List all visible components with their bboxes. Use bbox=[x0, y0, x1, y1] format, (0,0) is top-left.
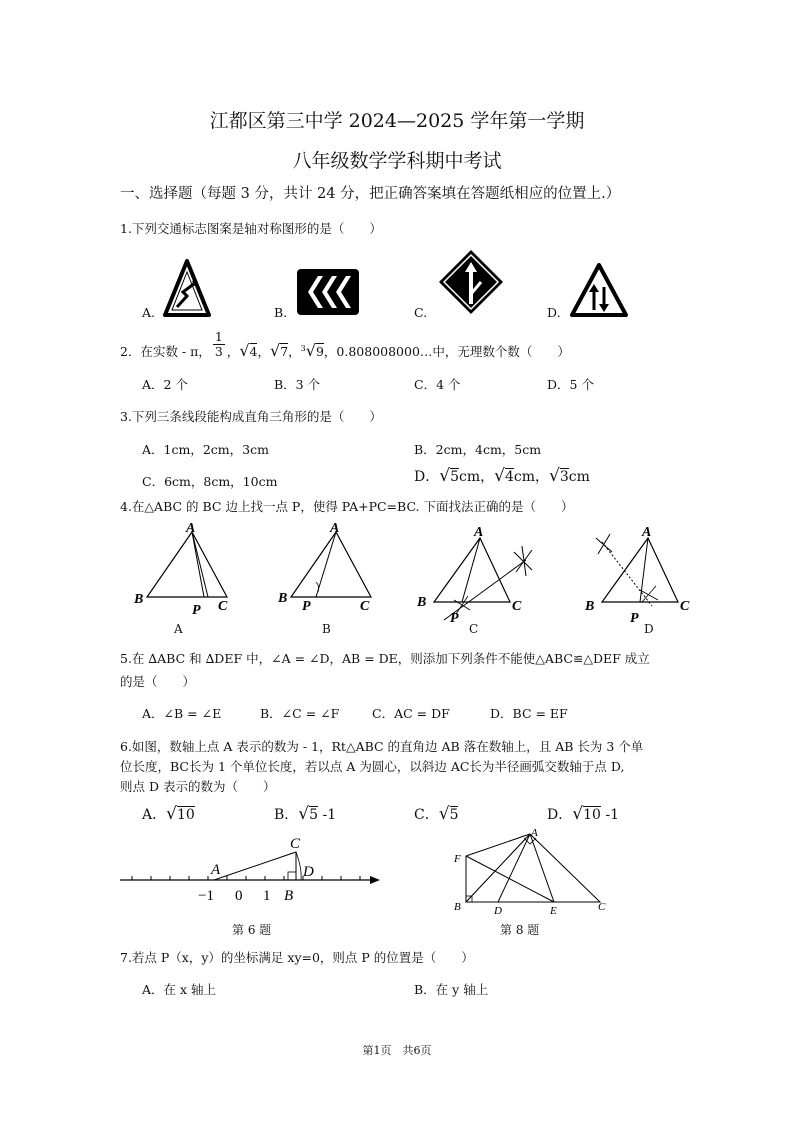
q1-option-c[interactable]: C. bbox=[414, 305, 428, 320]
q1-option-d[interactable]: D. bbox=[547, 305, 561, 320]
svg-text:E: E bbox=[550, 905, 557, 917]
vertex-p-label: P bbox=[192, 603, 201, 618]
q6-option-c[interactable]: C．√5 bbox=[414, 804, 459, 824]
q2-option-a[interactable]: A．2 个 bbox=[142, 377, 188, 392]
q7-option-b[interactable]: B．在 y 轴上 bbox=[414, 982, 489, 997]
svg-text:P: P bbox=[630, 611, 639, 624]
road-sign-c-merge-icon bbox=[437, 248, 505, 316]
svg-text:B: B bbox=[585, 599, 595, 614]
question-5-stem-line1: 5.在 ∆ABC 和 ∆DEF 中，∠A = ∠D，AB = DE，则添加下列条件不能使△ABC≌△DEF 成立 bbox=[120, 651, 650, 666]
q1-option-b[interactable]: B. bbox=[274, 305, 288, 320]
svg-text:D: D bbox=[494, 905, 502, 917]
question-6-line1: 6.如图，数轴上点 A 表示的数为 - 1，Rt△ABC 的直角边 AB 落在数轴上，且 AB 长为 3 个单 bbox=[120, 739, 644, 754]
q2-option-c[interactable]: C．4 个 bbox=[414, 377, 461, 392]
svg-text:B: B bbox=[284, 888, 294, 904]
q5-option-a[interactable]: A．∠B = ∠E bbox=[142, 706, 222, 721]
q6-option-a[interactable]: A．√10 bbox=[142, 804, 195, 824]
road-sign-d-two-way-icon bbox=[569, 262, 629, 318]
q7-option-a[interactable]: A．在 x 轴上 bbox=[142, 982, 217, 997]
q4-option-a[interactable]: A bbox=[174, 622, 183, 636]
q2-option-d[interactable]: D．5 个 bbox=[547, 377, 594, 392]
svg-text:A: A bbox=[531, 827, 538, 839]
vertex-c-label: C bbox=[218, 599, 228, 614]
vertex-a-label: A bbox=[186, 522, 196, 536]
svg-text:−1: −1 bbox=[198, 888, 214, 904]
figure-6-caption: 第 6 题 bbox=[232, 923, 272, 937]
q5-option-d[interactable]: D．BC = EF bbox=[490, 706, 568, 721]
exam-title: 江都区第三中学 2024—2025 学年第一学期 bbox=[209, 110, 585, 132]
q2-option-b[interactable]: B．3 个 bbox=[274, 377, 321, 392]
svg-text:C: C bbox=[598, 901, 606, 913]
exam-subtitle: 八年级数学学科期中考试 bbox=[292, 150, 502, 172]
question-6-line3: 则点 D 表示的数为（ ） bbox=[120, 779, 276, 794]
q4-option-c[interactable]: C bbox=[469, 622, 479, 636]
question-6-line2: 位长度，BC长为 1 个单位长度，若以点 A 为圆心，以斜边 AC长为半径画弧交数轴于点 D, bbox=[120, 759, 625, 774]
q3-option-d[interactable]: D．√5cm，√4cm，√3cm bbox=[414, 466, 590, 486]
road-sign-b-chevrons-icon bbox=[296, 268, 360, 316]
q6-option-b[interactable]: B．√5 -1 bbox=[274, 804, 337, 824]
q4-figure-b bbox=[276, 522, 388, 618]
page-footer: 第1页 共6页 bbox=[362, 1044, 432, 1057]
q4-figure-a bbox=[132, 522, 244, 618]
fraction-one-third: $\frac{1}{3}$ bbox=[214, 329, 223, 359]
vertex-b-label: B bbox=[134, 592, 144, 607]
figure-8-caption: 第 8 题 bbox=[500, 923, 540, 937]
svg-text:B: B bbox=[454, 901, 461, 913]
q3-option-a[interactable]: A．1cm，2cm，3cm bbox=[142, 442, 269, 457]
question-7-stem: 7.若点 P（x，y）的坐标满足 xy=0，则点 P 的位置是（ ） bbox=[120, 950, 474, 965]
svg-text:B: B bbox=[278, 591, 288, 606]
svg-text:C: C bbox=[360, 599, 370, 614]
q6-option-d[interactable]: D．√10 -1 bbox=[547, 804, 619, 824]
q4-option-d[interactable]: D bbox=[644, 622, 654, 636]
q3-option-b[interactable]: B．2cm，4cm，5cm bbox=[414, 442, 542, 457]
svg-text:C: C bbox=[290, 836, 301, 852]
q5-option-b[interactable]: B．∠C = ∠F bbox=[260, 706, 340, 721]
q4-option-b[interactable]: B bbox=[322, 622, 331, 636]
svg-text:P: P bbox=[450, 611, 459, 624]
svg-text:A: A bbox=[642, 525, 652, 540]
q4-figure-d bbox=[582, 520, 702, 624]
svg-text:C: C bbox=[512, 599, 522, 614]
svg-text:F: F bbox=[454, 853, 461, 865]
road-sign-a-zigzag-icon bbox=[162, 258, 212, 318]
question-5-stem-line2: 的是（ ） bbox=[120, 674, 196, 689]
question-4-stem: 4.在△ABC 的 BC 边上找一点 P，使得 PA+PC=BC. 下面找法正确的是（ ） bbox=[120, 499, 574, 514]
section-heading: 一、选择题（每题 3 分，共计 24 分，把正确答案填在答题纸相应的位置上.） bbox=[120, 186, 621, 202]
svg-text:0: 0 bbox=[235, 888, 243, 904]
q1-option-a[interactable]: A. bbox=[142, 305, 156, 320]
svg-text:A: A bbox=[330, 522, 340, 536]
svg-text:1: 1 bbox=[263, 888, 271, 904]
question-1-stem: 1.下列交通标志图案是轴对称图形的是（ ） bbox=[120, 221, 382, 236]
q4-figure-c bbox=[414, 520, 546, 624]
svg-text:D: D bbox=[303, 864, 314, 880]
svg-text:A: A bbox=[211, 862, 221, 878]
q3-option-c[interactable]: C．6cm，8cm，10cm bbox=[142, 474, 278, 489]
q6-number-line-figure bbox=[118, 830, 383, 910]
q5-option-c[interactable]: C．AC = DF bbox=[372, 706, 450, 721]
svg-text:A: A bbox=[474, 525, 484, 540]
svg-text:P: P bbox=[302, 599, 311, 614]
svg-text:B: B bbox=[417, 595, 427, 610]
q8-triangle-figure bbox=[452, 826, 612, 918]
svg-text:C: C bbox=[680, 599, 690, 614]
question-2-stem: 2．在实数 - π， $\frac{1}{3}$ ，√4，√7，$^3$√9，0.808008000…中，无理数个数（ ） bbox=[120, 329, 570, 360]
question-3-stem: 3.下列三条线段能构成直角三角形的是（ ） bbox=[120, 409, 382, 424]
